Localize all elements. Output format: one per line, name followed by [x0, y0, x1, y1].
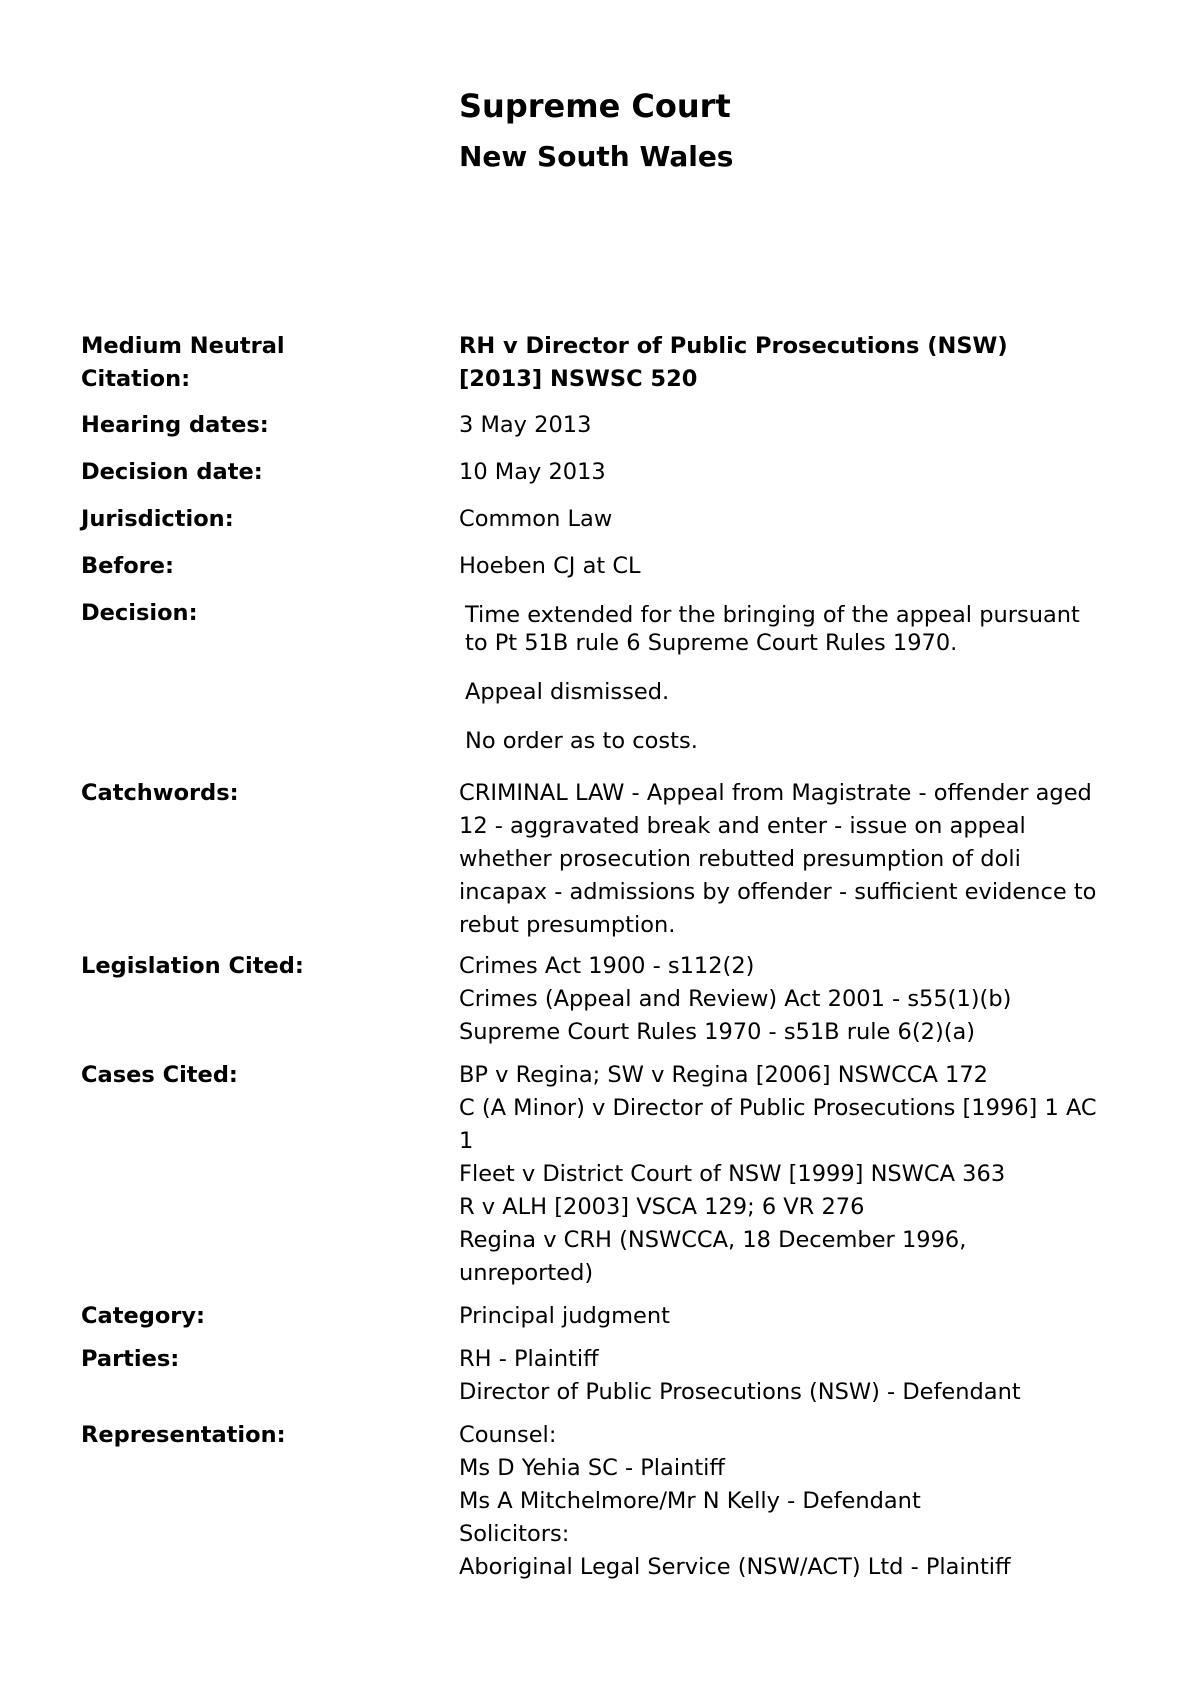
decision-value — [459, 597, 1101, 755]
case-item: R v ALH [2003] VSCA 129; 6 VR 276 — [459, 1194, 865, 1220]
before-value: Hoeben CJ at CL — [459, 553, 641, 579]
case-item: C (A Minor) v Director of Public Prosecutions [1996] 1 AC 1 — [459, 1095, 1097, 1154]
decision-label: Decision: — [81, 600, 198, 626]
representation-item: Ms A Mitchelmore/Mr N Kelly - Defendant — [459, 1488, 921, 1514]
representation-value — [459, 1419, 1101, 1584]
catchwords-label: Catchwords: — [81, 780, 239, 806]
category-row — [81, 1300, 1101, 1333]
legislation-cited-value — [459, 950, 1101, 1049]
case-item: Fleet v District Court of NSW [1999] NSWCA 363 — [459, 1161, 1006, 1187]
legislation-cited-label: Legislation Cited: — [81, 953, 304, 979]
legislation-item: Crimes (Appeal and Review) Act 2001 - s55(1)(b) — [459, 986, 1012, 1012]
catchwords-row — [81, 777, 1101, 942]
citation-value-line: [2013] NSWSC 520 — [459, 366, 698, 392]
representation-label: Representation: — [81, 1422, 286, 1448]
citation-label — [81, 330, 459, 396]
category-value: Principal judgment — [459, 1303, 670, 1329]
parties-row — [81, 1343, 1101, 1409]
decision-paragraph: Time extended for the bringing of the appeal pursuant to Pt 51B rule 6 Supreme Court Rules 1970. — [465, 602, 1080, 656]
citation-label-line: Medium Neutral — [81, 333, 285, 359]
cases-cited-value — [459, 1059, 1101, 1290]
hearing-dates-value: 3 May 2013 — [459, 412, 592, 438]
parties-value — [459, 1343, 1101, 1409]
state-name: New South Wales — [459, 140, 734, 173]
legislation-item: Supreme Court Rules 1970 - s51B rule 6(2)(a) — [459, 1019, 976, 1045]
before-row — [81, 550, 1101, 583]
court-name: Supreme Court — [459, 87, 731, 125]
legislation-cited-row — [81, 950, 1101, 1049]
representation-item: Ms D Yehia SC - Plaintiff — [459, 1455, 725, 1481]
representation-item: Counsel: — [459, 1422, 557, 1448]
case-item: BP v Regina; SW v Regina [2006] NSWCCA 172 — [459, 1062, 988, 1088]
representation-row — [81, 1419, 1101, 1584]
hearing-dates-row — [81, 409, 1101, 442]
judgment-metadata-table — [81, 330, 1101, 1584]
jurisdiction-label: Jurisdiction: — [81, 506, 234, 532]
decision-date-row — [81, 456, 1101, 489]
representation-item: Solicitors: — [459, 1521, 570, 1547]
category-label: Category: — [81, 1303, 206, 1329]
before-label: Before: — [81, 553, 175, 579]
jurisdiction-row — [81, 503, 1101, 536]
cases-cited-label: Cases Cited: — [81, 1062, 238, 1088]
decision-row — [81, 597, 1101, 755]
parties-label: Parties: — [81, 1346, 180, 1372]
party-item: Director of Public Prosecutions (NSW) - Defendant — [459, 1379, 1021, 1405]
citation-row — [81, 330, 1101, 396]
citation-value — [459, 330, 1101, 396]
catchwords-value: CRIMINAL LAW - Appeal from Magistrate - offender aged 12 - aggravated break and enter - issue on appeal whether prosecution rebutted presumption of doli incapax - admissions by offender - sufficient evidence to rebut presumption. — [459, 780, 1097, 938]
decision-paragraph: No order as to costs. — [465, 728, 698, 754]
jurisdiction-value: Common Law — [459, 506, 613, 532]
representation-item: Aboriginal Legal Service (NSW/ACT) Ltd - Plaintiff — [459, 1554, 1011, 1580]
party-item: RH - Plaintiff — [459, 1346, 599, 1372]
decision-date-label: Decision date: — [81, 459, 263, 485]
hearing-dates-label: Hearing dates: — [81, 412, 269, 438]
decision-date-value: 10 May 2013 — [459, 459, 606, 485]
citation-label-line: Citation: — [81, 366, 191, 392]
citation-value-line: RH v Director of Public Prosecutions (NSW) — [459, 333, 1008, 359]
legislation-item: Crimes Act 1900 - s112(2) — [459, 953, 755, 979]
decision-paragraph: Appeal dismissed. — [465, 679, 670, 705]
cases-cited-row — [81, 1059, 1101, 1290]
document-header — [459, 84, 733, 176]
case-item: Regina v CRH (NSWCCA, 18 December 1996, unreported) — [459, 1227, 967, 1286]
